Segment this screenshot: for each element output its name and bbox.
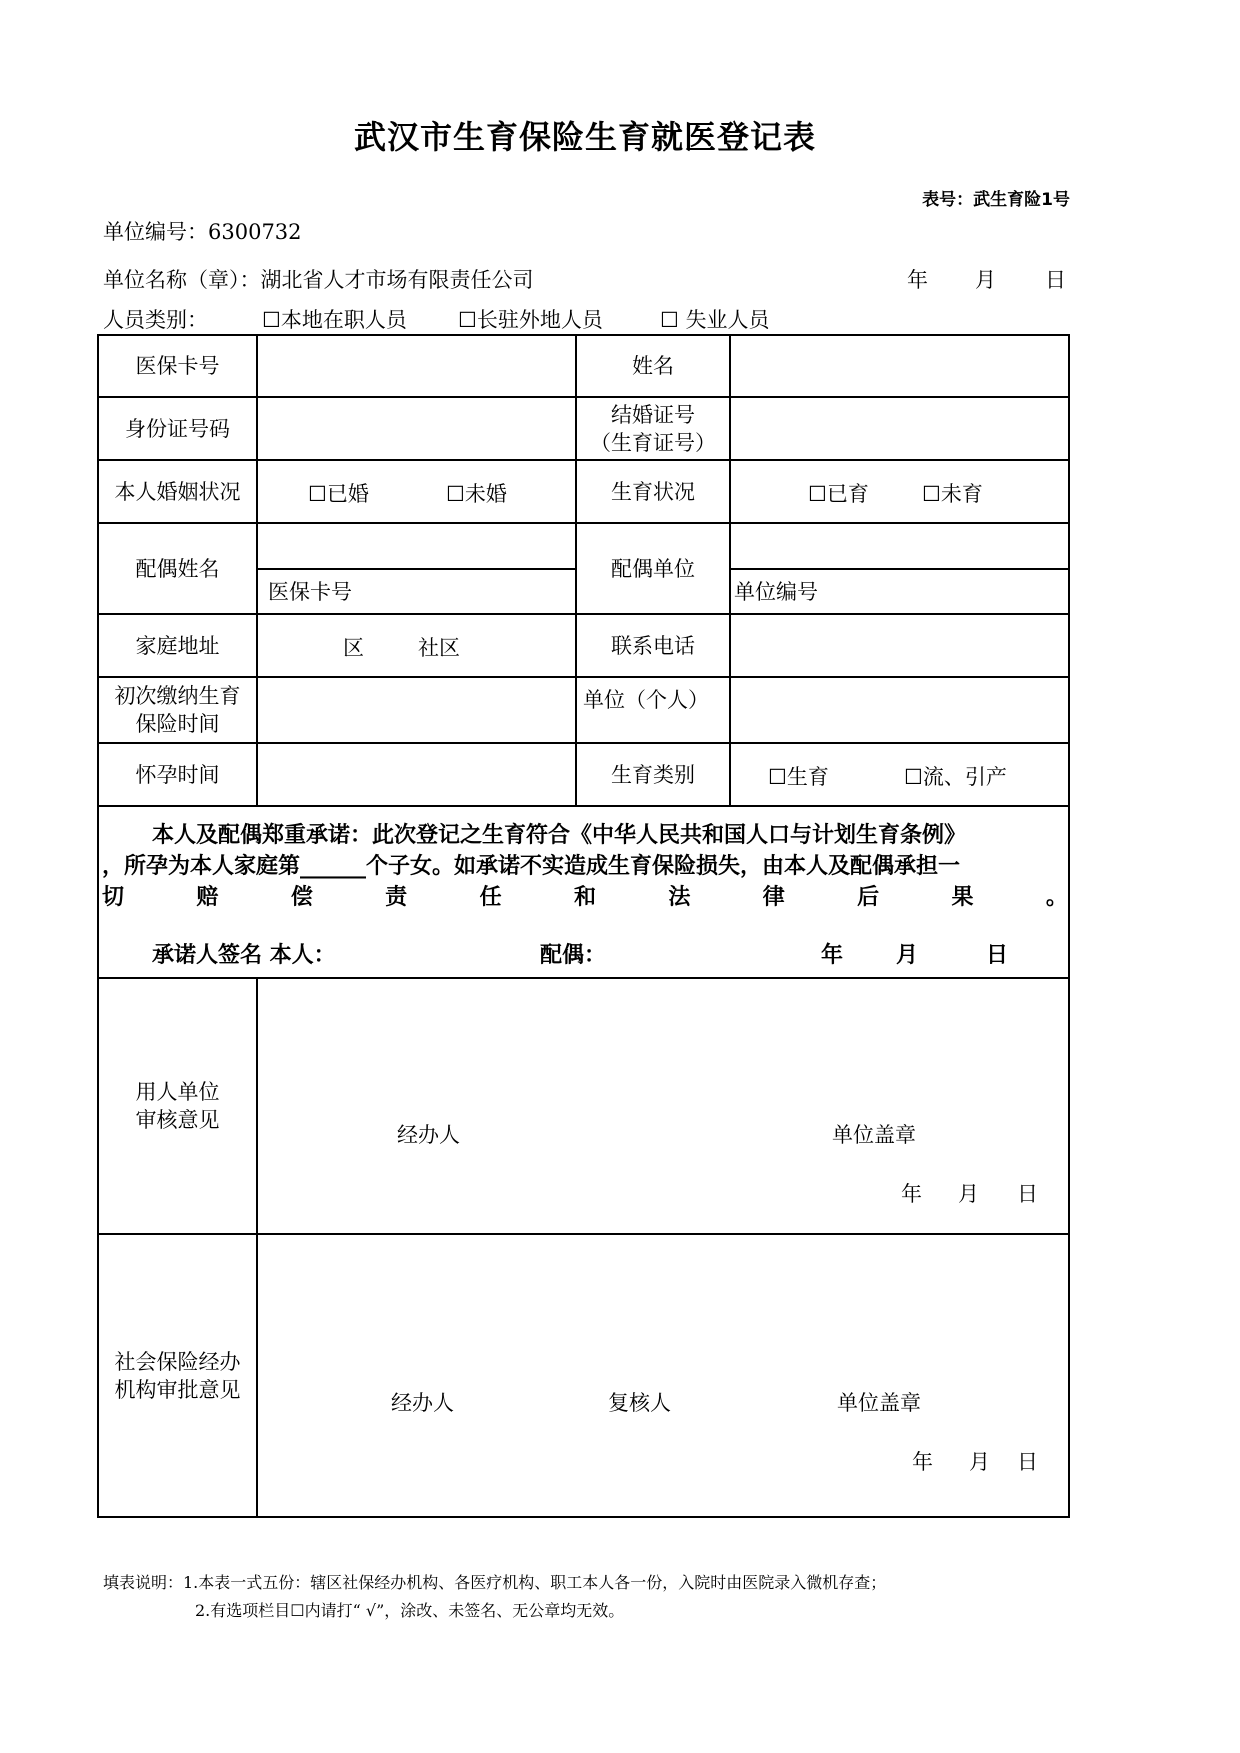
has-birth-checkbox[interactable]: ☐已育 <box>808 482 869 506</box>
spouse-unit-code-label: 单位编号 <box>734 579 818 604</box>
person-type-unemployed-checkbox[interactable]: ☐ 失业人员 <box>660 308 770 332</box>
employer-date-day: 日 <box>1017 1182 1038 1206</box>
table-rule <box>97 805 1070 807</box>
spouse-name-field[interactable] <box>258 524 575 568</box>
pledge-date-year: 年 <box>821 943 844 968</box>
pledge-signer-label: 承诺人签名 本人： <box>152 943 336 968</box>
pregnancy-time-label: 怀孕时间 <box>135 762 220 787</box>
employer-review-label-line2: 审核意见 <box>135 1108 220 1132</box>
id-number-field[interactable] <box>258 398 575 459</box>
unit-personal-field[interactable] <box>731 678 1068 742</box>
pledge-line-1: 本人及配偶郑重承诺：此次登记之生育符合《中华人民共和国人口与计划生育条例》 <box>152 823 967 848</box>
spouse-medical-card-label: 医保卡号 <box>268 579 352 604</box>
pledge-date-day: 日 <box>986 943 1009 968</box>
person-type-local-checkbox[interactable]: ☐本地在职人员 <box>262 308 407 332</box>
pledge-date-month: 月 <box>896 943 919 968</box>
marriage-cert-label-line2: （生育证号） <box>590 430 716 455</box>
first-pay-label-line1: 初次缴纳生育 <box>114 684 241 708</box>
table-border-bottom <box>97 1516 1070 1518</box>
table-border-right <box>1068 334 1070 1518</box>
birth-type-abortion-checkbox[interactable]: ☐流、引产 <box>904 765 1007 789</box>
district-label: 区 <box>343 636 364 660</box>
instructions-line-2: 2.有选项栏目☐内请打“ √”，涂改、未签名、无公章均无效。 <box>195 1601 625 1620</box>
unmarried-checkbox[interactable]: ☐未婚 <box>446 482 507 506</box>
pledge-line-3-char: 后 <box>857 885 880 910</box>
agency-handler-label: 经办人 <box>391 1391 454 1415</box>
instructions-line-1: 填表说明：1.本表一式五份：辖区社保经办机构、各医疗机构、职工本人各一份，入院时由医院录入微机存查； <box>103 1573 887 1592</box>
pledge-line-3-char: 责 <box>385 885 408 910</box>
pledge-line-3-char: 律 <box>762 885 785 910</box>
marriage-cert-label-line1: 结婚证号 <box>611 402 695 427</box>
agency-review-label-line1: 社会保险经办 <box>114 1349 241 1374</box>
marital-status-label: 本人婚姻状况 <box>114 479 241 504</box>
married-checkbox[interactable]: ☐已婚 <box>308 482 369 506</box>
employer-handler-label: 经办人 <box>397 1123 460 1147</box>
medical-card-label: 医保卡号 <box>135 354 220 378</box>
table-col-rule <box>256 977 258 1518</box>
pledge-line-3 <box>102 882 1068 913</box>
person-type-remote-checkbox[interactable]: ☐长驻外地人员 <box>458 308 603 332</box>
name-label: 姓名 <box>632 354 674 378</box>
pledge-line-3-char: 果 <box>951 885 974 910</box>
community-label: 社区 <box>418 636 460 660</box>
pledge-line-3-char: 任 <box>479 885 502 910</box>
birth-type-label: 生育类别 <box>611 762 695 787</box>
name-field[interactable] <box>731 336 1068 396</box>
pregnancy-time-field[interactable] <box>258 744 575 805</box>
id-number-label: 身份证号码 <box>125 416 230 441</box>
form-number: 表号：武生育险1号 <box>922 190 1070 210</box>
employer-seal-label: 单位盖章 <box>832 1123 916 1147</box>
medical-card-field[interactable] <box>258 336 575 396</box>
home-address-label: 家庭地址 <box>135 633 220 658</box>
agency-date-year: 年 <box>912 1450 933 1474</box>
unit-personal-label: 单位（个人） <box>583 688 709 712</box>
agency-date-day: 日 <box>1017 1450 1038 1474</box>
employer-date-year: 年 <box>901 1182 922 1206</box>
unit-name: 单位名称（章）：湖北省人才市场有限责任公司 <box>103 268 534 292</box>
pledge-line-2: ，所孕为本人家庭第______个子女。如承诺不实造成生育保险损失，由本人及配偶承担一 <box>102 854 961 879</box>
first-pay-field[interactable] <box>258 678 575 742</box>
pledge-line-3-char: 切 <box>102 885 125 910</box>
employer-review-label <box>99 979 256 1233</box>
form-title: 武汉市生育保险生育就医登记表 <box>353 118 816 156</box>
pledge-line-3-char: 。 <box>1045 885 1068 910</box>
spouse-unit-label: 配偶单位 <box>611 556 695 581</box>
agency-reviewer-label: 复核人 <box>608 1391 671 1415</box>
first-pay-label-line2: 保险时间 <box>135 712 220 736</box>
pledge-line-3-char: 偿 <box>290 885 313 910</box>
marriage-cert-field[interactable] <box>731 398 1068 459</box>
agency-review-label-line2: 机构审批意见 <box>114 1377 241 1402</box>
birth-type-birth-checkbox[interactable]: ☐生育 <box>768 765 829 789</box>
phone-field[interactable] <box>731 615 1068 676</box>
employer-review-label-line1: 用人单位 <box>135 1080 220 1104</box>
phone-label: 联系电话 <box>611 633 695 658</box>
pledge-statement <box>102 820 1068 913</box>
header-date-day: 日 <box>1045 268 1066 292</box>
birth-status-label: 生育状况 <box>611 479 695 504</box>
agency-date-month: 月 <box>969 1450 990 1474</box>
spouse-unit-field[interactable] <box>731 524 1068 568</box>
header-date-year: 年 <box>907 268 928 292</box>
person-type-label: 人员类别： <box>103 308 208 332</box>
agency-seal-label: 单位盖章 <box>837 1391 921 1415</box>
spouse-name-label: 配偶姓名 <box>135 556 220 581</box>
header-date-month: 月 <box>975 268 996 292</box>
pledge-spouse-label: 配偶： <box>540 943 607 968</box>
first-pay-label <box>99 678 256 742</box>
unit-code: 单位编号：6300732 <box>103 220 302 244</box>
pledge-line-3-char: 和 <box>573 885 596 910</box>
no-birth-checkbox[interactable]: ☐未育 <box>922 482 983 506</box>
pledge-line-3-char: 法 <box>668 885 691 910</box>
pledge-line-3-char: 赔 <box>196 885 219 910</box>
employer-date-month: 月 <box>958 1182 979 1206</box>
agency-review-label <box>99 1235 256 1516</box>
marriage-cert-label <box>577 398 729 459</box>
